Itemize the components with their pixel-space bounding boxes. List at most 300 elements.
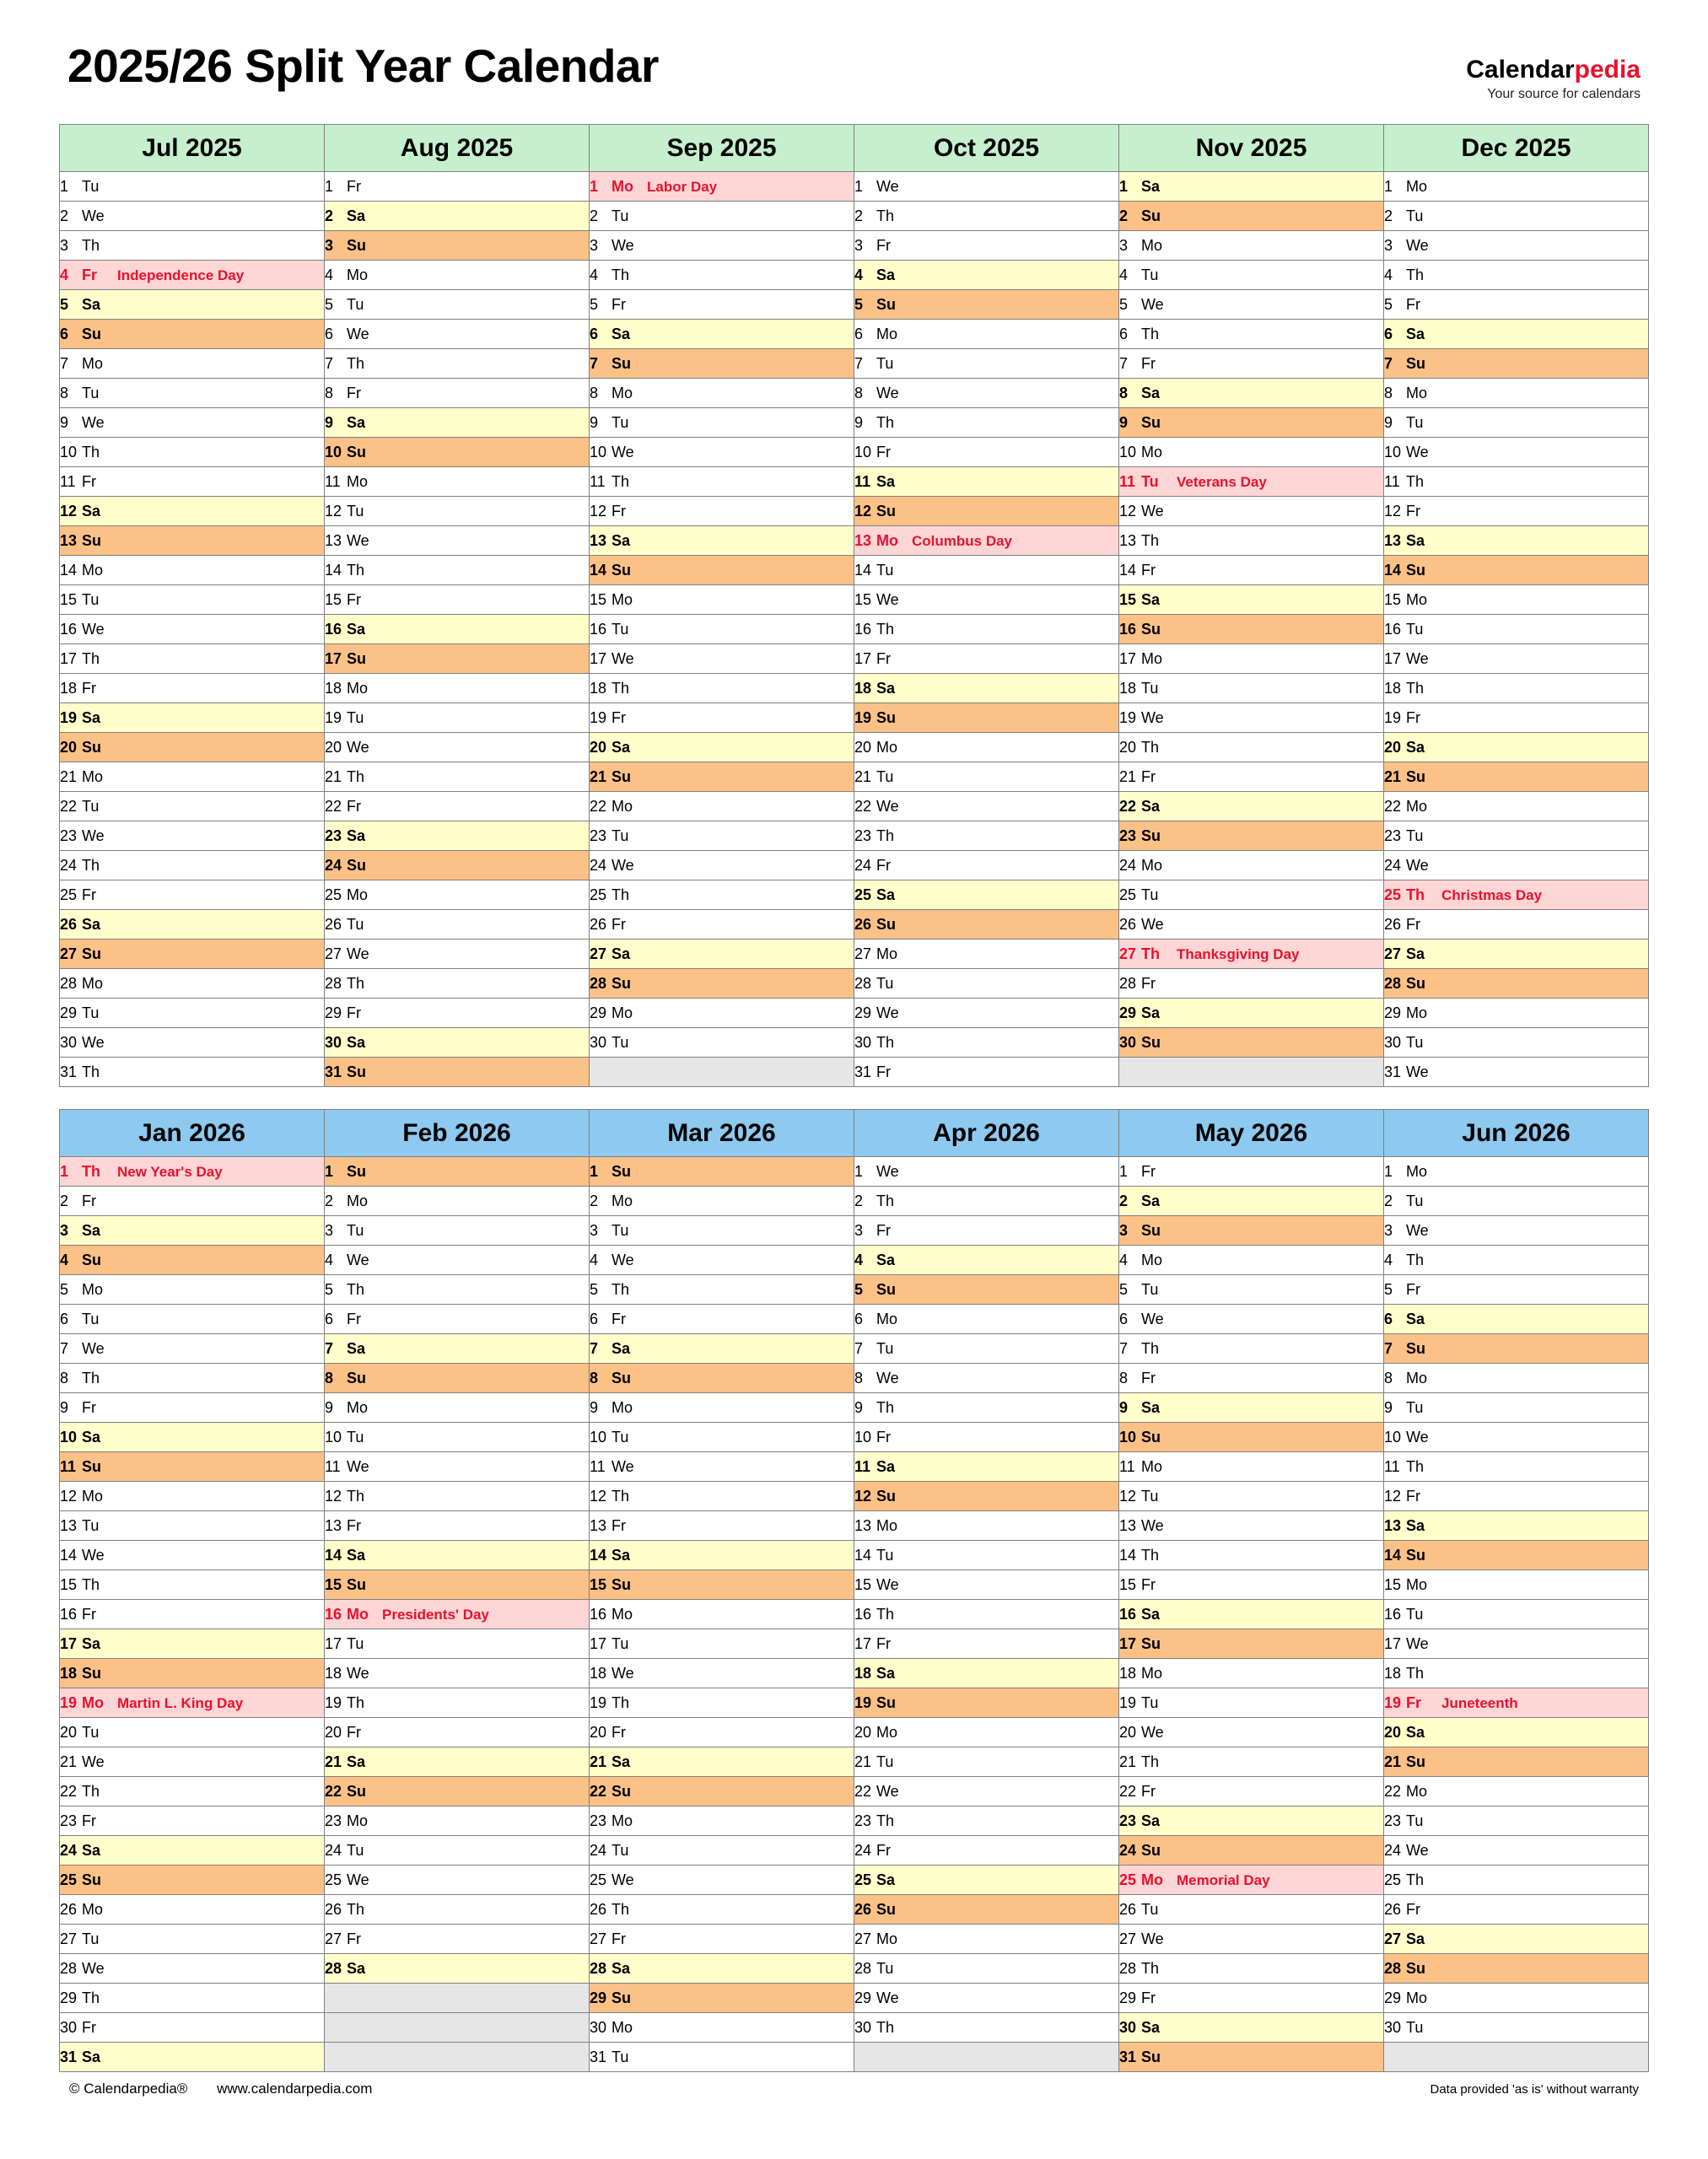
calendar-cell-dec-2025-24[interactable] (1384, 851, 1649, 880)
calendar-cell-jun-2026-10[interactable] (1384, 1423, 1649, 1452)
calendar-cell-mar-2026-20[interactable] (590, 1718, 854, 1747)
calendar-cell-mar-2026-31[interactable] (590, 2043, 854, 2072)
calendar-cell-jan-2026-5[interactable] (60, 1275, 325, 1305)
calendar-cell-sep-2025-4[interactable] (590, 261, 854, 290)
calendar-cell-sep-2025-9[interactable] (590, 408, 854, 438)
calendar-cell-jul-2025-15[interactable] (60, 585, 325, 615)
calendar-cell-mar-2026-5[interactable] (590, 1275, 854, 1305)
calendar-cell-jan-2026-17[interactable] (60, 1629, 325, 1659)
calendar-cell-jun-2026-8[interactable] (1384, 1364, 1649, 1393)
calendar-cell-aug-2025-2[interactable] (325, 202, 590, 231)
calendar-cell-jul-2025-31[interactable] (60, 1058, 325, 1087)
calendar-cell-oct-2025-9[interactable] (854, 408, 1119, 438)
calendar-cell-jan-2026-29[interactable] (60, 1984, 325, 2013)
calendar-cell-jan-2026-16[interactable] (60, 1600, 325, 1629)
calendar-cell-feb-2026-20[interactable] (325, 1718, 590, 1747)
calendar-cell-apr-2026-4[interactable] (854, 1246, 1119, 1275)
calendar-cell-aug-2025-23[interactable] (325, 821, 590, 851)
calendar-cell-may-2026-24[interactable] (1119, 1836, 1384, 1866)
calendar-cell-sep-2025-24[interactable] (590, 851, 854, 880)
calendar-cell-apr-2026-25[interactable] (854, 1866, 1119, 1895)
calendar-cell-oct-2025-7[interactable] (854, 349, 1119, 379)
calendar-cell-jul-2025-24[interactable] (60, 851, 325, 880)
calendar-cell-jul-2025-25[interactable] (60, 880, 325, 910)
calendar-cell-sep-2025-5[interactable] (590, 290, 854, 320)
calendar-cell-dec-2025-11[interactable] (1384, 467, 1649, 497)
calendar-cell-jan-2026-28[interactable] (60, 1954, 325, 1984)
calendar-cell-dec-2025-4[interactable] (1384, 261, 1649, 290)
calendar-cell-may-2026-31[interactable] (1119, 2043, 1384, 2072)
calendar-cell-jul-2025-14[interactable] (60, 556, 325, 585)
calendar-cell-feb-2026-14[interactable] (325, 1541, 590, 1570)
calendar-cell-aug-2025-11[interactable] (325, 467, 590, 497)
calendar-cell-apr-2026-28[interactable] (854, 1954, 1119, 1984)
calendar-cell-sep-2025-15[interactable] (590, 585, 854, 615)
calendar-cell-sep-2025-25[interactable] (590, 880, 854, 910)
calendar-cell-feb-2026-27[interactable] (325, 1925, 590, 1954)
calendar-cell-dec-2025-14[interactable] (1384, 556, 1649, 585)
calendar-cell-feb-2026-25[interactable] (325, 1866, 590, 1895)
calendar-cell-jun-2026-2[interactable] (1384, 1187, 1649, 1216)
calendar-cell-apr-2026-7[interactable] (854, 1334, 1119, 1364)
calendar-cell-dec-2025-18[interactable] (1384, 674, 1649, 703)
calendar-cell-jul-2025-5[interactable] (60, 290, 325, 320)
calendar-cell-dec-2025-16[interactable] (1384, 615, 1649, 644)
calendar-cell-oct-2025-11[interactable] (854, 467, 1119, 497)
calendar-cell-jan-2026-31[interactable] (60, 2043, 325, 2072)
calendar-cell-dec-2025-27[interactable] (1384, 940, 1649, 969)
calendar-cell-may-2026-8[interactable] (1119, 1364, 1384, 1393)
calendar-cell-sep-2025-12[interactable] (590, 497, 854, 526)
calendar-cell-nov-2025-9[interactable] (1119, 408, 1384, 438)
calendar-cell-apr-2026-6[interactable] (854, 1305, 1119, 1334)
calendar-cell-nov-2025-15[interactable] (1119, 585, 1384, 615)
calendar-cell-mar-2026-23[interactable] (590, 1806, 854, 1836)
calendar-cell-oct-2025-14[interactable] (854, 556, 1119, 585)
calendar-cell-jan-2026-1[interactable] (60, 1157, 325, 1187)
calendar-cell-apr-2026-18[interactable] (854, 1659, 1119, 1688)
calendar-cell-feb-2026-4[interactable] (325, 1246, 590, 1275)
calendar-cell-nov-2025-28[interactable] (1119, 969, 1384, 999)
calendar-cell-mar-2026-18[interactable] (590, 1659, 854, 1688)
calendar-cell-jun-2026-17[interactable] (1384, 1629, 1649, 1659)
calendar-cell-mar-2026-27[interactable] (590, 1925, 854, 1954)
calendar-cell-feb-2026-11[interactable] (325, 1452, 590, 1482)
calendar-cell-sep-2025-16[interactable] (590, 615, 854, 644)
calendar-cell-apr-2026-12[interactable] (854, 1482, 1119, 1511)
calendar-cell-jun-2026-25[interactable] (1384, 1866, 1649, 1895)
calendar-cell-jun-2026-4[interactable] (1384, 1246, 1649, 1275)
calendar-cell-aug-2025-7[interactable] (325, 349, 590, 379)
calendar-cell-feb-2026-5[interactable] (325, 1275, 590, 1305)
calendar-cell-feb-2026-9[interactable] (325, 1393, 590, 1423)
calendar-cell-may-2026-20[interactable] (1119, 1718, 1384, 1747)
calendar-cell-mar-2026-25[interactable] (590, 1866, 854, 1895)
calendar-cell-jun-2026-30[interactable] (1384, 2013, 1649, 2043)
calendar-cell-oct-2025-21[interactable] (854, 762, 1119, 792)
calendar-cell-jan-2026-24[interactable] (60, 1836, 325, 1866)
calendar-cell-oct-2025-6[interactable] (854, 320, 1119, 349)
calendar-cell-mar-2026-21[interactable] (590, 1747, 854, 1777)
calendar-cell-may-2026-16[interactable] (1119, 1600, 1384, 1629)
calendar-cell-jul-2025-26[interactable] (60, 910, 325, 940)
calendar-cell-apr-2026-21[interactable] (854, 1747, 1119, 1777)
calendar-cell-jul-2025-2[interactable] (60, 202, 325, 231)
calendar-cell-apr-2026-16[interactable] (854, 1600, 1119, 1629)
calendar-cell-oct-2025-20[interactable] (854, 733, 1119, 762)
calendar-cell-feb-2026-19[interactable] (325, 1688, 590, 1718)
calendar-cell-dec-2025-19[interactable] (1384, 703, 1649, 733)
calendar-cell-dec-2025-13[interactable] (1384, 526, 1649, 556)
calendar-cell-may-2026-1[interactable] (1119, 1157, 1384, 1187)
calendar-cell-sep-2025-20[interactable] (590, 733, 854, 762)
calendar-cell-mar-2026-4[interactable] (590, 1246, 854, 1275)
calendar-cell-feb-2026-1[interactable] (325, 1157, 590, 1187)
calendar-cell-jul-2025-12[interactable] (60, 497, 325, 526)
calendar-cell-nov-2025-22[interactable] (1119, 792, 1384, 821)
calendar-cell-sep-2025-28[interactable] (590, 969, 854, 999)
calendar-cell-dec-2025-22[interactable] (1384, 792, 1649, 821)
calendar-cell-mar-2026-1[interactable] (590, 1157, 854, 1187)
calendar-cell-nov-2025-26[interactable] (1119, 910, 1384, 940)
calendar-cell-mar-2026-12[interactable] (590, 1482, 854, 1511)
calendar-cell-may-2026-17[interactable] (1119, 1629, 1384, 1659)
calendar-cell-jan-2026-7[interactable] (60, 1334, 325, 1364)
website-link[interactable]: www.calendarpedia.com (217, 2081, 373, 2097)
calendar-cell-jul-2025-20[interactable] (60, 733, 325, 762)
calendar-cell-jul-2025-3[interactable] (60, 231, 325, 261)
calendar-cell-jun-2026-14[interactable] (1384, 1541, 1649, 1570)
calendar-cell-may-2026-30[interactable] (1119, 2013, 1384, 2043)
calendar-cell-aug-2025-4[interactable] (325, 261, 590, 290)
calendar-cell-jul-2025-23[interactable] (60, 821, 325, 851)
calendar-cell-apr-2026-17[interactable] (854, 1629, 1119, 1659)
calendar-cell-feb-2026-22[interactable] (325, 1777, 590, 1806)
calendar-cell-aug-2025-29[interactable] (325, 999, 590, 1028)
calendar-cell-feb-2026-7[interactable] (325, 1334, 590, 1364)
calendar-cell-jun-2026-13[interactable] (1384, 1511, 1649, 1541)
calendar-cell-nov-2025-17[interactable] (1119, 644, 1384, 674)
calendar-cell-nov-2025-13[interactable] (1119, 526, 1384, 556)
calendar-cell-jun-2026-1[interactable] (1384, 1157, 1649, 1187)
calendar-cell-jan-2026-11[interactable] (60, 1452, 325, 1482)
calendar-cell-sep-2025-30[interactable] (590, 1028, 854, 1058)
calendar-cell-feb-2026-12[interactable] (325, 1482, 590, 1511)
calendar-cell-apr-2026-29[interactable] (854, 1984, 1119, 2013)
calendar-cell-may-2026-2[interactable] (1119, 1187, 1384, 1216)
calendar-cell-aug-2025-12[interactable] (325, 497, 590, 526)
calendar-cell-nov-2025-2[interactable] (1119, 202, 1384, 231)
calendar-cell-may-2026-21[interactable] (1119, 1747, 1384, 1777)
calendar-cell-jul-2025-1[interactable] (60, 172, 325, 202)
calendar-cell-jan-2026-8[interactable] (60, 1364, 325, 1393)
calendar-cell-jul-2025-4[interactable] (60, 261, 325, 290)
calendar-cell-dec-2025-29[interactable] (1384, 999, 1649, 1028)
calendar-cell-aug-2025-3[interactable] (325, 231, 590, 261)
calendar-cell-dec-2025-15[interactable] (1384, 585, 1649, 615)
calendar-cell-oct-2025-31[interactable] (854, 1058, 1119, 1087)
calendar-cell-may-2026-15[interactable] (1119, 1570, 1384, 1600)
calendar-cell-aug-2025-18[interactable] (325, 674, 590, 703)
calendar-cell-jul-2025-18[interactable] (60, 674, 325, 703)
calendar-cell-may-2026-4[interactable] (1119, 1246, 1384, 1275)
calendar-cell-jul-2025-19[interactable] (60, 703, 325, 733)
calendar-cell-dec-2025-30[interactable] (1384, 1028, 1649, 1058)
calendar-cell-feb-2026-18[interactable] (325, 1659, 590, 1688)
calendar-cell-dec-2025-3[interactable] (1384, 231, 1649, 261)
calendar-cell-jun-2026-5[interactable] (1384, 1275, 1649, 1305)
calendar-cell-apr-2026-19[interactable] (854, 1688, 1119, 1718)
calendar-cell-dec-2025-8[interactable] (1384, 379, 1649, 408)
calendar-cell-aug-2025-20[interactable] (325, 733, 590, 762)
calendar-cell-may-2026-7[interactable] (1119, 1334, 1384, 1364)
calendar-cell-oct-2025-8[interactable] (854, 379, 1119, 408)
calendar-cell-feb-2026-10[interactable] (325, 1423, 590, 1452)
calendar-cell-dec-2025-21[interactable] (1384, 762, 1649, 792)
calendar-cell-jan-2026-3[interactable] (60, 1216, 325, 1246)
calendar-cell-dec-2025-31[interactable] (1384, 1058, 1649, 1087)
calendar-cell-oct-2025-23[interactable] (854, 821, 1119, 851)
calendar-cell-oct-2025-30[interactable] (854, 1028, 1119, 1058)
calendar-cell-nov-2025-11[interactable] (1119, 467, 1384, 497)
calendar-cell-feb-2026-13[interactable] (325, 1511, 590, 1541)
calendar-cell-nov-2025-6[interactable] (1119, 320, 1384, 349)
calendar-cell-may-2026-22[interactable] (1119, 1777, 1384, 1806)
calendar-cell-nov-2025-14[interactable] (1119, 556, 1384, 585)
calendar-cell-feb-2026-2[interactable] (325, 1187, 590, 1216)
calendar-cell-sep-2025-6[interactable] (590, 320, 854, 349)
calendar-cell-sep-2025-27[interactable] (590, 940, 854, 969)
calendar-cell-apr-2026-14[interactable] (854, 1541, 1119, 1570)
calendar-cell-aug-2025-13[interactable] (325, 526, 590, 556)
calendar-cell-may-2026-18[interactable] (1119, 1659, 1384, 1688)
calendar-cell-aug-2025-8[interactable] (325, 379, 590, 408)
calendar-cell-nov-2025-21[interactable] (1119, 762, 1384, 792)
calendar-cell-oct-2025-4[interactable] (854, 261, 1119, 290)
calendar-cell-jun-2026-7[interactable] (1384, 1334, 1649, 1364)
calendar-cell-nov-2025-19[interactable] (1119, 703, 1384, 733)
calendar-cell-jan-2026-13[interactable] (60, 1511, 325, 1541)
calendar-cell-may-2026-12[interactable] (1119, 1482, 1384, 1511)
calendar-cell-nov-2025-1[interactable] (1119, 172, 1384, 202)
calendar-cell-jul-2025-30[interactable] (60, 1028, 325, 1058)
calendar-cell-jul-2025-13[interactable] (60, 526, 325, 556)
calendar-cell-feb-2026-24[interactable] (325, 1836, 590, 1866)
calendar-cell-jun-2026-22[interactable] (1384, 1777, 1649, 1806)
calendar-cell-feb-2026-16[interactable] (325, 1600, 590, 1629)
calendar-cell-nov-2025-18[interactable] (1119, 674, 1384, 703)
calendar-cell-jan-2026-15[interactable] (60, 1570, 325, 1600)
calendar-cell-oct-2025-13[interactable] (854, 526, 1119, 556)
calendar-cell-aug-2025-17[interactable] (325, 644, 590, 674)
calendar-cell-apr-2026-5[interactable] (854, 1275, 1119, 1305)
calendar-cell-oct-2025-2[interactable] (854, 202, 1119, 231)
calendar-cell-aug-2025-31[interactable] (325, 1058, 590, 1087)
calendar-cell-jan-2026-22[interactable] (60, 1777, 325, 1806)
calendar-cell-feb-2026-26[interactable] (325, 1895, 590, 1925)
calendar-cell-mar-2026-22[interactable] (590, 1777, 854, 1806)
calendar-cell-oct-2025-1[interactable] (854, 172, 1119, 202)
calendar-cell-may-2026-25[interactable] (1119, 1866, 1384, 1895)
calendar-cell-may-2026-19[interactable] (1119, 1688, 1384, 1718)
calendar-cell-sep-2025-14[interactable] (590, 556, 854, 585)
calendar-cell-sep-2025-1[interactable] (590, 172, 854, 202)
calendar-cell-oct-2025-26[interactable] (854, 910, 1119, 940)
calendar-cell-jul-2025-7[interactable] (60, 349, 325, 379)
calendar-cell-sep-2025-18[interactable] (590, 674, 854, 703)
calendar-cell-may-2026-14[interactable] (1119, 1541, 1384, 1570)
calendar-cell-aug-2025-6[interactable] (325, 320, 590, 349)
calendar-cell-apr-2026-24[interactable] (854, 1836, 1119, 1866)
calendar-cell-jan-2026-9[interactable] (60, 1393, 325, 1423)
calendar-cell-jun-2026-9[interactable] (1384, 1393, 1649, 1423)
calendar-cell-jul-2025-22[interactable] (60, 792, 325, 821)
calendar-cell-jun-2026-24[interactable] (1384, 1836, 1649, 1866)
calendar-cell-dec-2025-5[interactable] (1384, 290, 1649, 320)
calendar-cell-jun-2026-16[interactable] (1384, 1600, 1649, 1629)
calendar-cell-aug-2025-25[interactable] (325, 880, 590, 910)
calendar-cell-jan-2026-4[interactable] (60, 1246, 325, 1275)
calendar-cell-dec-2025-23[interactable] (1384, 821, 1649, 851)
calendar-cell-oct-2025-25[interactable] (854, 880, 1119, 910)
calendar-cell-may-2026-3[interactable] (1119, 1216, 1384, 1246)
calendar-cell-sep-2025-2[interactable] (590, 202, 854, 231)
calendar-cell-mar-2026-2[interactable] (590, 1187, 854, 1216)
calendar-cell-apr-2026-30[interactable] (854, 2013, 1119, 2043)
calendar-cell-nov-2025-30[interactable] (1119, 1028, 1384, 1058)
calendar-cell-apr-2026-20[interactable] (854, 1718, 1119, 1747)
calendar-cell-jun-2026-11[interactable] (1384, 1452, 1649, 1482)
calendar-cell-dec-2025-26[interactable] (1384, 910, 1649, 940)
calendar-cell-nov-2025-4[interactable] (1119, 261, 1384, 290)
calendar-cell-mar-2026-26[interactable] (590, 1895, 854, 1925)
calendar-cell-dec-2025-17[interactable] (1384, 644, 1649, 674)
calendar-cell-jun-2026-26[interactable] (1384, 1895, 1649, 1925)
calendar-cell-jan-2026-10[interactable] (60, 1423, 325, 1452)
calendar-cell-nov-2025-8[interactable] (1119, 379, 1384, 408)
calendar-cell-oct-2025-5[interactable] (854, 290, 1119, 320)
calendar-cell-aug-2025-1[interactable] (325, 172, 590, 202)
calendar-cell-dec-2025-12[interactable] (1384, 497, 1649, 526)
calendar-cell-mar-2026-15[interactable] (590, 1570, 854, 1600)
calendar-cell-feb-2026-8[interactable] (325, 1364, 590, 1393)
calendar-cell-jun-2026-6[interactable] (1384, 1305, 1649, 1334)
calendar-cell-nov-2025-12[interactable] (1119, 497, 1384, 526)
calendar-cell-jul-2025-16[interactable] (60, 615, 325, 644)
calendar-cell-dec-2025-6[interactable] (1384, 320, 1649, 349)
calendar-cell-oct-2025-12[interactable] (854, 497, 1119, 526)
calendar-cell-jan-2026-26[interactable] (60, 1895, 325, 1925)
calendar-cell-oct-2025-18[interactable] (854, 674, 1119, 703)
calendar-cell-dec-2025-20[interactable] (1384, 733, 1649, 762)
calendar-cell-nov-2025-24[interactable] (1119, 851, 1384, 880)
calendar-cell-nov-2025-25[interactable] (1119, 880, 1384, 910)
calendar-cell-aug-2025-21[interactable] (325, 762, 590, 792)
calendar-cell-jul-2025-6[interactable] (60, 320, 325, 349)
calendar-cell-jan-2026-14[interactable] (60, 1541, 325, 1570)
calendar-cell-jun-2026-28[interactable] (1384, 1954, 1649, 1984)
calendar-cell-jun-2026-29[interactable] (1384, 1984, 1649, 2013)
calendar-cell-feb-2026-21[interactable] (325, 1747, 590, 1777)
calendar-cell-aug-2025-14[interactable] (325, 556, 590, 585)
calendar-cell-jul-2025-8[interactable] (60, 379, 325, 408)
calendar-cell-apr-2026-3[interactable] (854, 1216, 1119, 1246)
calendar-cell-jan-2026-25[interactable] (60, 1866, 325, 1895)
calendar-cell-mar-2026-19[interactable] (590, 1688, 854, 1718)
calendar-cell-apr-2026-26[interactable] (854, 1895, 1119, 1925)
calendar-cell-jan-2026-20[interactable] (60, 1718, 325, 1747)
calendar-cell-aug-2025-28[interactable] (325, 969, 590, 999)
calendar-cell-jan-2026-23[interactable] (60, 1806, 325, 1836)
calendar-cell-aug-2025-22[interactable] (325, 792, 590, 821)
calendar-cell-nov-2025-20[interactable] (1119, 733, 1384, 762)
calendar-cell-sep-2025-23[interactable] (590, 821, 854, 851)
calendar-cell-apr-2026-27[interactable] (854, 1925, 1119, 1954)
calendar-cell-nov-2025-29[interactable] (1119, 999, 1384, 1028)
calendar-cell-sep-2025-8[interactable] (590, 379, 854, 408)
calendar-cell-dec-2025-25[interactable] (1384, 880, 1649, 910)
calendar-cell-jul-2025-28[interactable] (60, 969, 325, 999)
calendar-cell-feb-2026-3[interactable] (325, 1216, 590, 1246)
calendar-cell-sep-2025-22[interactable] (590, 792, 854, 821)
calendar-cell-jul-2025-27[interactable] (60, 940, 325, 969)
calendar-cell-aug-2025-27[interactable] (325, 940, 590, 969)
calendar-cell-oct-2025-28[interactable] (854, 969, 1119, 999)
calendar-cell-jul-2025-21[interactable] (60, 762, 325, 792)
calendar-cell-jul-2025-29[interactable] (60, 999, 325, 1028)
calendar-cell-oct-2025-22[interactable] (854, 792, 1119, 821)
calendar-cell-jan-2026-6[interactable] (60, 1305, 325, 1334)
calendar-cell-nov-2025-7[interactable] (1119, 349, 1384, 379)
calendar-cell-jan-2026-2[interactable] (60, 1187, 325, 1216)
calendar-cell-sep-2025-7[interactable] (590, 349, 854, 379)
calendar-cell-dec-2025-1[interactable] (1384, 172, 1649, 202)
calendar-cell-mar-2026-3[interactable] (590, 1216, 854, 1246)
calendar-cell-jun-2026-18[interactable] (1384, 1659, 1649, 1688)
calendar-cell-dec-2025-10[interactable] (1384, 438, 1649, 467)
calendar-cell-aug-2025-5[interactable] (325, 290, 590, 320)
calendar-cell-jul-2025-11[interactable] (60, 467, 325, 497)
calendar-cell-feb-2026-23[interactable] (325, 1806, 590, 1836)
calendar-cell-mar-2026-11[interactable] (590, 1452, 854, 1482)
calendar-cell-aug-2025-19[interactable] (325, 703, 590, 733)
calendar-cell-apr-2026-11[interactable] (854, 1452, 1119, 1482)
calendar-cell-jan-2026-19[interactable] (60, 1688, 325, 1718)
calendar-cell-oct-2025-27[interactable] (854, 940, 1119, 969)
calendar-cell-mar-2026-29[interactable] (590, 1984, 854, 2013)
calendar-cell-jun-2026-21[interactable] (1384, 1747, 1649, 1777)
calendar-cell-apr-2026-22[interactable] (854, 1777, 1119, 1806)
calendar-cell-feb-2026-28[interactable] (325, 1954, 590, 1984)
calendar-cell-apr-2026-23[interactable] (854, 1806, 1119, 1836)
calendar-cell-sep-2025-29[interactable] (590, 999, 854, 1028)
calendar-cell-nov-2025-23[interactable] (1119, 821, 1384, 851)
calendar-cell-jul-2025-10[interactable] (60, 438, 325, 467)
calendar-cell-jun-2026-3[interactable] (1384, 1216, 1649, 1246)
calendar-cell-nov-2025-3[interactable] (1119, 231, 1384, 261)
calendar-cell-mar-2026-14[interactable] (590, 1541, 854, 1570)
calendar-cell-mar-2026-28[interactable] (590, 1954, 854, 1984)
calendar-cell-jan-2026-27[interactable] (60, 1925, 325, 1954)
calendar-cell-aug-2025-30[interactable] (325, 1028, 590, 1058)
calendar-cell-jun-2026-27[interactable] (1384, 1925, 1649, 1954)
calendar-cell-apr-2026-1[interactable] (854, 1157, 1119, 1187)
calendar-cell-may-2026-9[interactable] (1119, 1393, 1384, 1423)
calendar-cell-mar-2026-6[interactable] (590, 1305, 854, 1334)
calendar-cell-sep-2025-19[interactable] (590, 703, 854, 733)
calendar-cell-oct-2025-17[interactable] (854, 644, 1119, 674)
calendar-cell-jan-2026-30[interactable] (60, 2013, 325, 2043)
